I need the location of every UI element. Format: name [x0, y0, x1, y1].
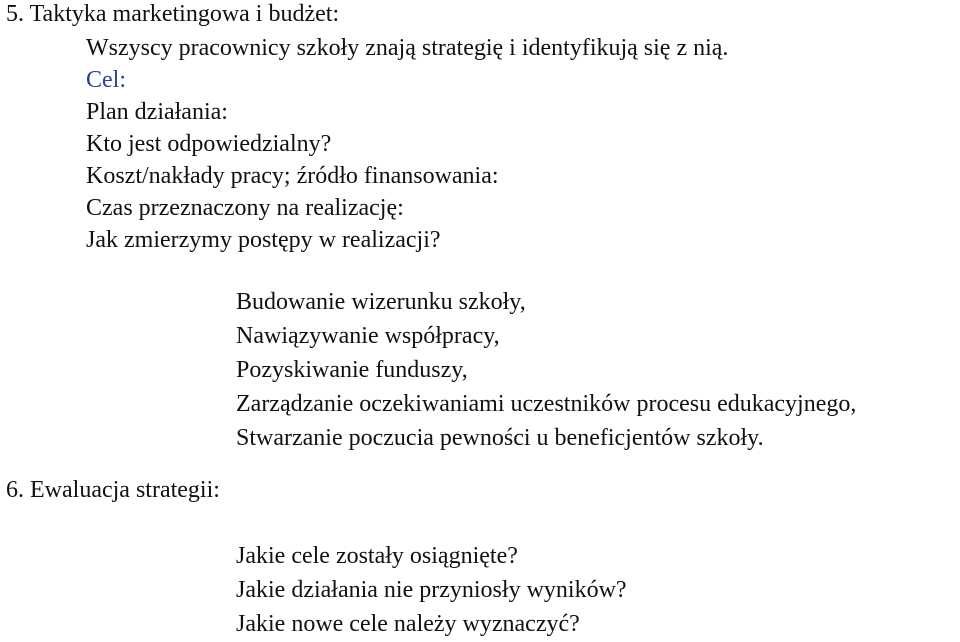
- cost-line: Koszt/nakłady pracy; źródło finansowania:: [86, 163, 499, 189]
- plan-line: Plan działania:: [86, 99, 228, 125]
- goal-item-1: Budowanie wizerunku szkoły,: [236, 289, 526, 315]
- goal-item-2: Nawiązywanie współpracy,: [236, 323, 500, 349]
- progress-line: Jak zmierzymy postępy w realizacji?: [86, 227, 441, 253]
- goal-item-5: Stwarzanie poczucia pewności u beneficjentów szkoły.: [236, 425, 764, 451]
- question-item-3: Jakie nowe cele należy wyznaczyć?: [236, 611, 580, 637]
- section-6-heading: 6. Ewaluacja strategii:: [6, 477, 220, 503]
- goal-item-3: Pozyskiwanie funduszy,: [236, 357, 468, 383]
- question-item-1: Jakie cele zostały osiągnięte?: [236, 543, 518, 569]
- cel-link[interactable]: Cel:: [86, 67, 126, 93]
- responsible-line: Kto jest odpowiedzialny?: [86, 131, 332, 157]
- question-item-2: Jakie działania nie przyniosły wyników?: [236, 577, 627, 603]
- section-5-heading: 5. Taktyka marketingowa i budżet:: [6, 1, 340, 27]
- time-line: Czas przeznaczony na realizację:: [86, 195, 404, 221]
- section-5-line-1: Wszyscy pracownicy szkoły znają strategię i identyfikują się z nią.: [86, 35, 729, 61]
- goal-item-4: Zarządzanie oczekiwaniami uczestników procesu edukacyjnego,: [236, 391, 857, 417]
